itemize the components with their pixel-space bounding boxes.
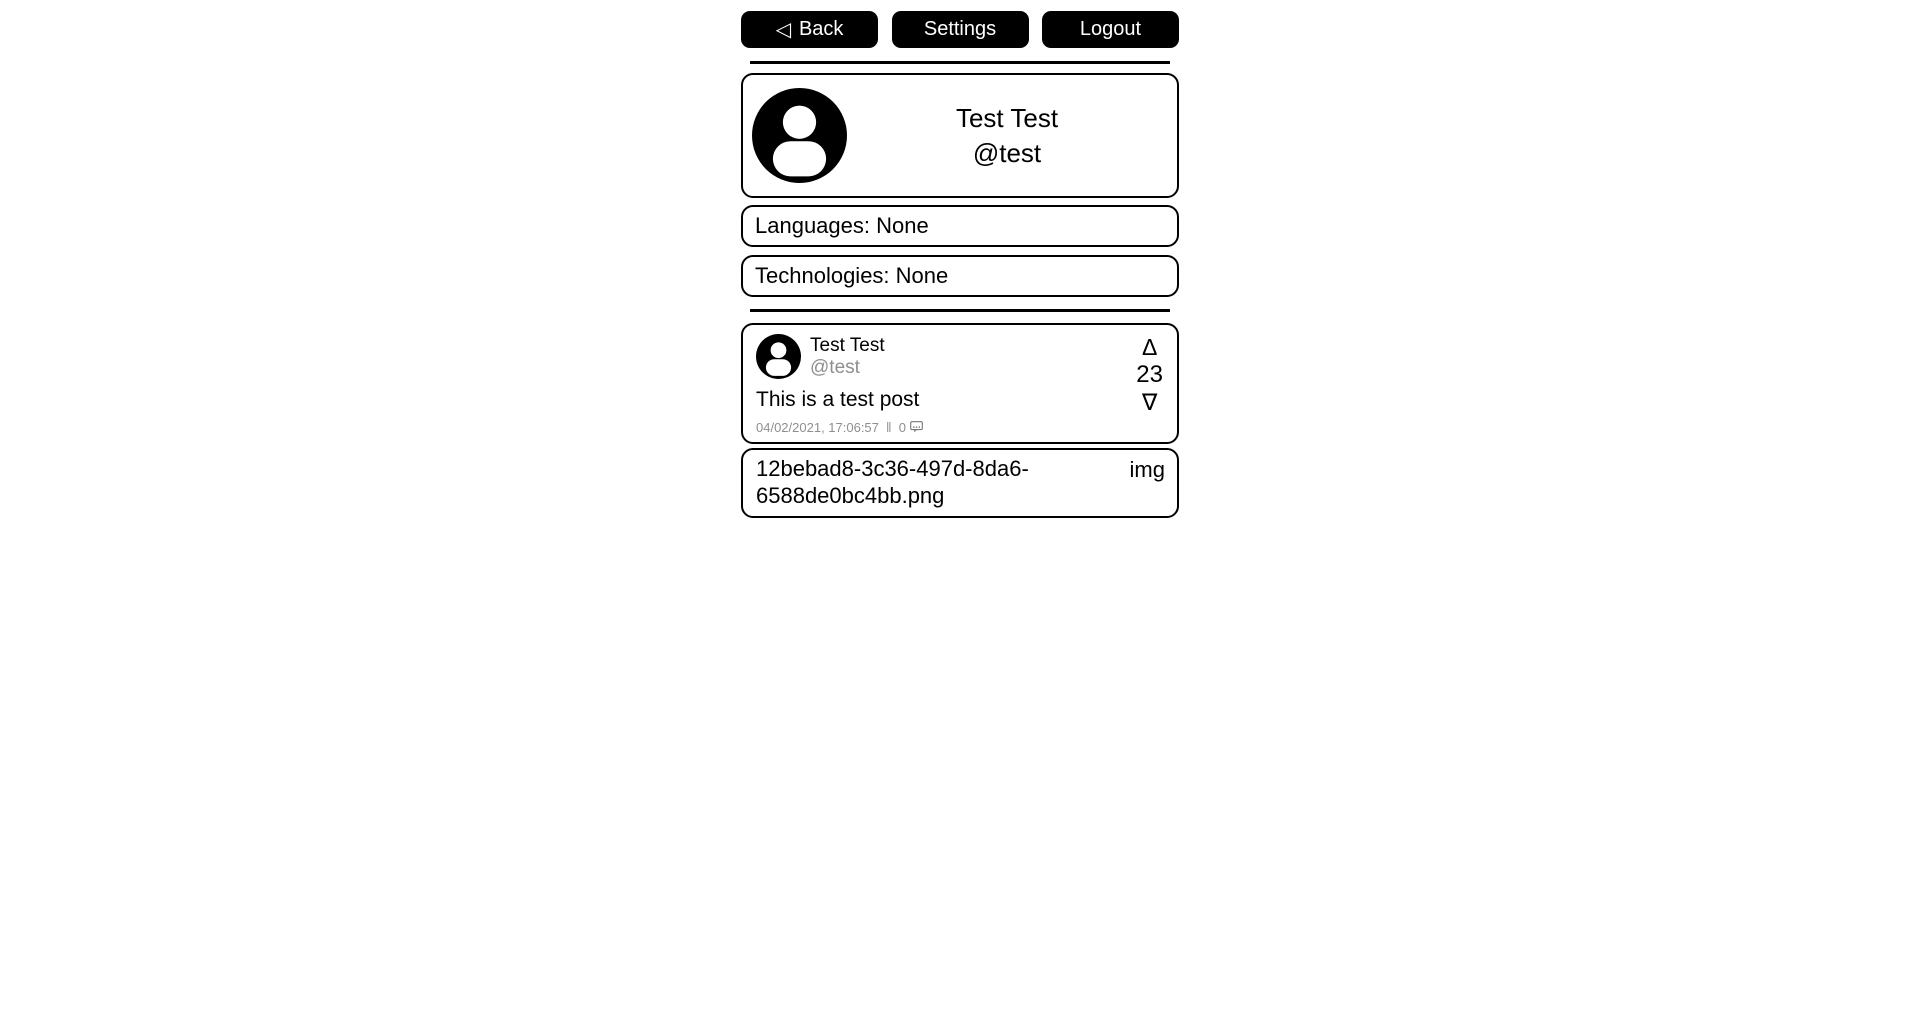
comments-icon (910, 421, 923, 433)
attachment-item[interactable] (741, 448, 1179, 518)
meta-separator: ‖ (885, 419, 892, 435)
upvote-button[interactable]: Δ (1141, 334, 1158, 360)
user-avatar-icon (752, 88, 847, 183)
posts-divider (750, 309, 1170, 312)
languages-label: Languages: None (755, 213, 929, 238)
attachment-filename: 12bebad8-3c36-497d-8da6-6588de0bc4bb.png (756, 456, 1029, 508)
profile-name: Test Test (955, 102, 1059, 133)
post-meta (756, 419, 1130, 435)
post-timestamp: 04/02/2021, 17:06:57 (756, 419, 879, 435)
post-body: This is a test post (756, 388, 920, 411)
toolbar (741, 11, 1179, 48)
back-arrow-icon: ◁ (775, 19, 791, 41)
post-card[interactable] (741, 323, 1179, 444)
technologies-box (741, 255, 1179, 297)
post-author (810, 334, 885, 379)
attachment-type-label: img (1129, 457, 1165, 482)
logout-button[interactable]: Logout (1042, 11, 1179, 48)
languages-box (741, 205, 1179, 247)
app (741, 0, 1179, 518)
profile-identity (847, 101, 1167, 171)
comment-count: 0 (898, 419, 906, 435)
downvote-button[interactable]: ∇ (1141, 389, 1158, 416)
settings-button[interactable]: Settings (892, 11, 1029, 48)
comment-count-group (899, 420, 923, 435)
vote-column (1130, 334, 1165, 435)
post-author-name: Test Test (810, 335, 885, 356)
post-header (756, 334, 1130, 379)
profile-card (741, 73, 1179, 198)
post-author-handle: @test (810, 357, 860, 378)
technologies-label: Technologies: None (755, 263, 949, 288)
profile-handle: @test (972, 137, 1042, 168)
back-button-label: Back (798, 18, 844, 40)
post-main (756, 334, 1130, 435)
post-author-avatar-icon (756, 334, 801, 379)
back-button[interactable] (741, 11, 878, 48)
top-divider (750, 61, 1170, 64)
post-score: 23 (1136, 361, 1163, 388)
